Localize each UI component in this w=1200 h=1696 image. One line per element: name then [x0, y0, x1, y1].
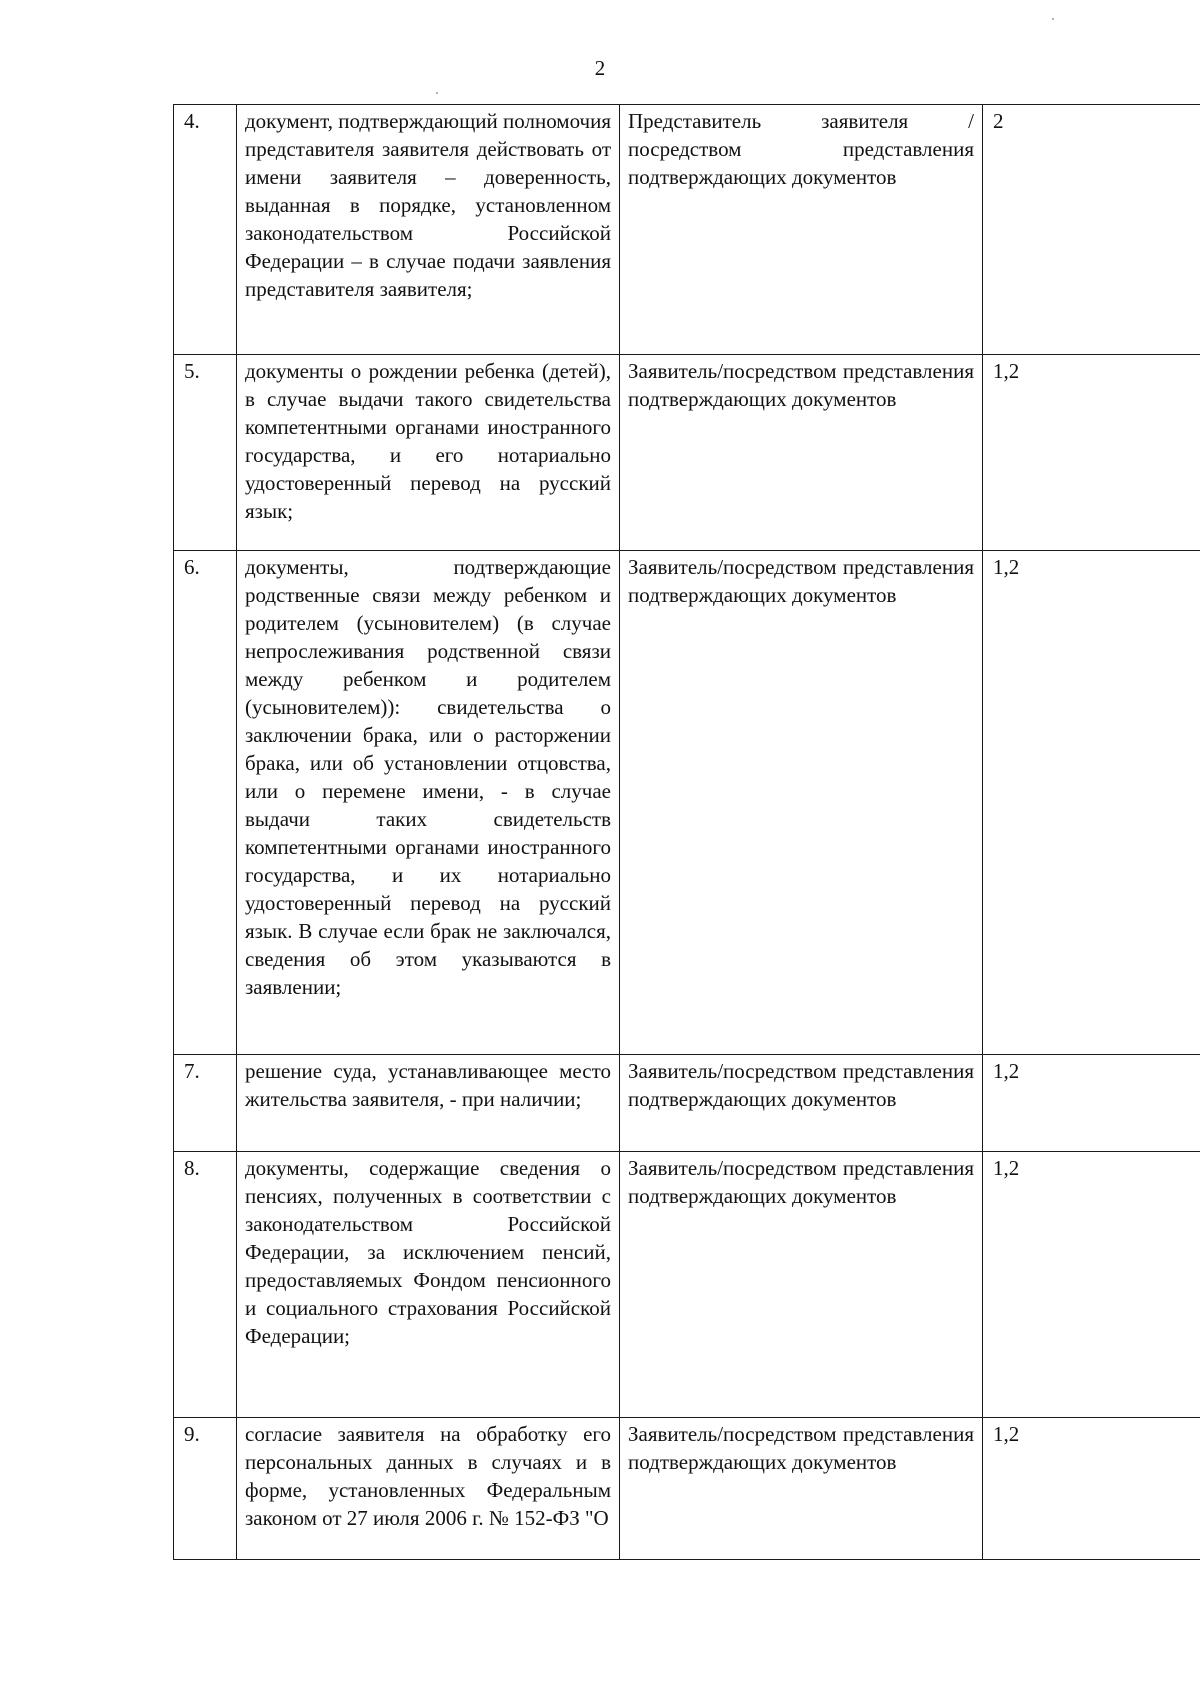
row-number: 6.	[174, 551, 237, 1055]
document-description: документы, содержащие сведения о пенсиях, полученных в соответствии с законодательством Российской Федерации, за исключением пенсий, предоставляемых Фондом пенсионного и социального страхования Российской Федерации;	[237, 1152, 620, 1418]
document-description: согласие заявителя на обработку его персональных данных в случаях и в форме, установленных Федеральным законом от 27 июля 2006 г. № 152-ФЗ "О	[237, 1418, 620, 1560]
submitter-method: Заявитель/посредством представления подтверждающих документов	[620, 1418, 983, 1560]
document-description: решение суда, устанавливающее место жительства заявителя, - при наличии;	[237, 1055, 620, 1152]
document-description: документы о рождении ребенка (детей), в случае выдачи такого свидетельства компетентными органами иностранного государства, и его нотариально удостоверенный перевод на русский язык;	[237, 355, 620, 551]
submitter-method: Заявитель/посредством представления подтверждающих документов	[620, 1055, 983, 1152]
row-number: 5.	[174, 355, 237, 551]
submitter-method: Представитель заявителя /посредством представления подтверждающих документов	[620, 105, 983, 355]
submitter-method: Заявитель/посредством представления подтверждающих документов	[620, 551, 983, 1055]
table-row	[174, 1418, 1200, 1560]
table-row	[174, 355, 1200, 551]
code-value: 1,2	[983, 355, 1200, 551]
code-value: 1,2	[983, 551, 1200, 1055]
page-number: 2	[594, 56, 606, 80]
scan-speck	[1052, 18, 1054, 20]
document-description: документ, подтверждающий полномочия представителя заявителя действовать от имени заявителя – доверенность, выданная в порядке, установленном законодательством Российской Федерации – в случае подачи заявления представителя заявителя;	[237, 105, 620, 355]
table-row	[174, 1152, 1200, 1418]
table-row	[174, 551, 1200, 1055]
code-value: 1,2	[983, 1152, 1200, 1418]
submitter-method: Заявитель/посредством представления подтверждающих документов	[620, 355, 983, 551]
code-value: 1,2	[983, 1055, 1200, 1152]
document-description: документы, подтверждающие родственные связи между ребенком и родителем (усыновителем) (в случае непрослеживания родственной связи между ребенком и родителем (усыновителем)): свидетельства о заключении брака, или о расторжении брака, или об установлении отцовства, или о перемене имени, - в случае выдачи таких свидетельств компетентными органами иностранного государства, и их нотариально удостоверенный перевод на русский язык. В случае если брак не заключался, сведения об этом указываются в заявлении;	[237, 551, 620, 1055]
row-number: 8.	[174, 1152, 237, 1418]
row-number: 4.	[174, 105, 237, 355]
submitter-method: Заявитель/посредством представления подтверждающих документов	[620, 1152, 983, 1418]
row-number: 9.	[174, 1418, 237, 1560]
table-row	[174, 1055, 1200, 1152]
table-row	[174, 105, 1200, 355]
code-value: 2	[983, 105, 1200, 355]
row-number: 7.	[174, 1055, 237, 1152]
code-value: 1,2	[983, 1418, 1200, 1560]
scan-speck	[436, 92, 438, 94]
documents-table	[173, 104, 1200, 1560]
